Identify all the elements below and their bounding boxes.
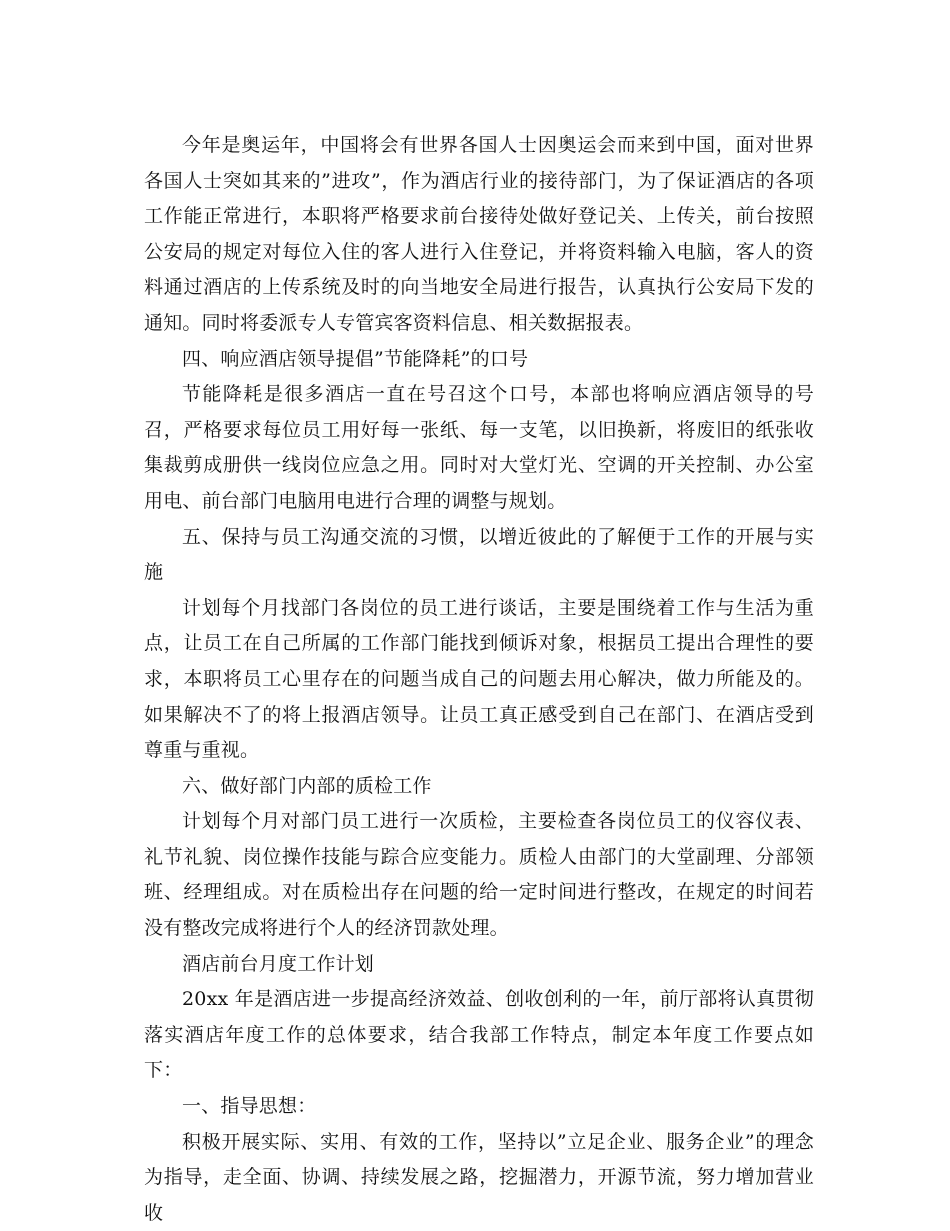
paragraph-olympics-reception: 今年是奥运年，中国将会有世界各国人士因奥运会而来到中国，面对世界各国人士突如其来的”进攻”，作为酒店行业的接待部门，为了保证酒店的各项工作能正常进行，本职将严格要求前台接待处做好登记关、上传关，前台按照公安局的规定对每位入住的客人进行入住登记，并将资料输入电脑，客人的资料通过酒店的上传系统及时的向当地安全局进行报告，认真执行公安局下发的通知。同时将委派专人专管宾客资料信息、相关数据报表。 <box>144 134 814 334</box>
heading-quality-inspection: 六、做好部门内部的质检工作 <box>182 774 432 797</box>
paragraph-energy-saving: 节能降耗是很多酒店一直在号召这个口号，本部也将响应酒店领导的号召，严格要求每位员工用好每一张纸、每一支笔，以旧换新，将废旧的纸张收集裁剪成册供一线岗位应急之用。同时对大堂灯光、空调的开关控制、办公室用电、前台部门电脑用电进行合理的调整与规划。 <box>144 383 814 512</box>
heading-guiding-ideology: 一、指导思想： <box>182 1095 317 1118</box>
heading-energy-saving: 四、响应酒店领导提倡”节能降耗”的口号 <box>182 347 529 370</box>
document-body <box>144 128 814 1231</box>
paragraph-staff-communication: 计划每个月找部门各岗位的员工进行谈话，主要是围绕着工作与生活为重点，让员工在自己所属的工作部门能找到倾诉对象，根据员工提出合理性的要求，本职将员工心里存在的问题当成自己的问题去用心解决，做力所能及的。如果解决不了的将上报酒店领导。让员工真正感受到自己在部门、在酒店受到尊重与重视。 <box>144 596 814 762</box>
heading-staff-communication: 五、保持与员工沟通交流的习惯，以增近彼此的了解便于工作的开展与实施 <box>144 525 814 584</box>
heading-monthly-plan: 酒店前台月度工作计划 <box>182 952 375 975</box>
paragraph-quality-inspection: 计划每个月对部门员工进行一次质检，主要检查各岗位员工的仪容仪表、礼节礼貌、岗位操作技能与踪合应变能力。质检人由部门的大堂副理、分部领班、经理组成。对在质检出存在问题的给一定时间进行整改，在规定的时间若没有整改完成将进行个人的经济罚款处理。 <box>144 810 814 940</box>
paragraph-annual-overview: 20xx 年是酒店进一步提高经济效益、创收创利的一年，前厅部将认真贯彻落实酒店年度工作的总体要求，结合我部工作特点，制定本年度工作要点如下： <box>144 988 814 1082</box>
paragraph-guiding-ideology: 积极开展实际、实用、有效的工作，坚持以”立足企业、服务企业”的理念为指导，走全面、协调、持续发展之路，挖掘潜力，开源节流，努力增加营业收 <box>144 1130 814 1224</box>
